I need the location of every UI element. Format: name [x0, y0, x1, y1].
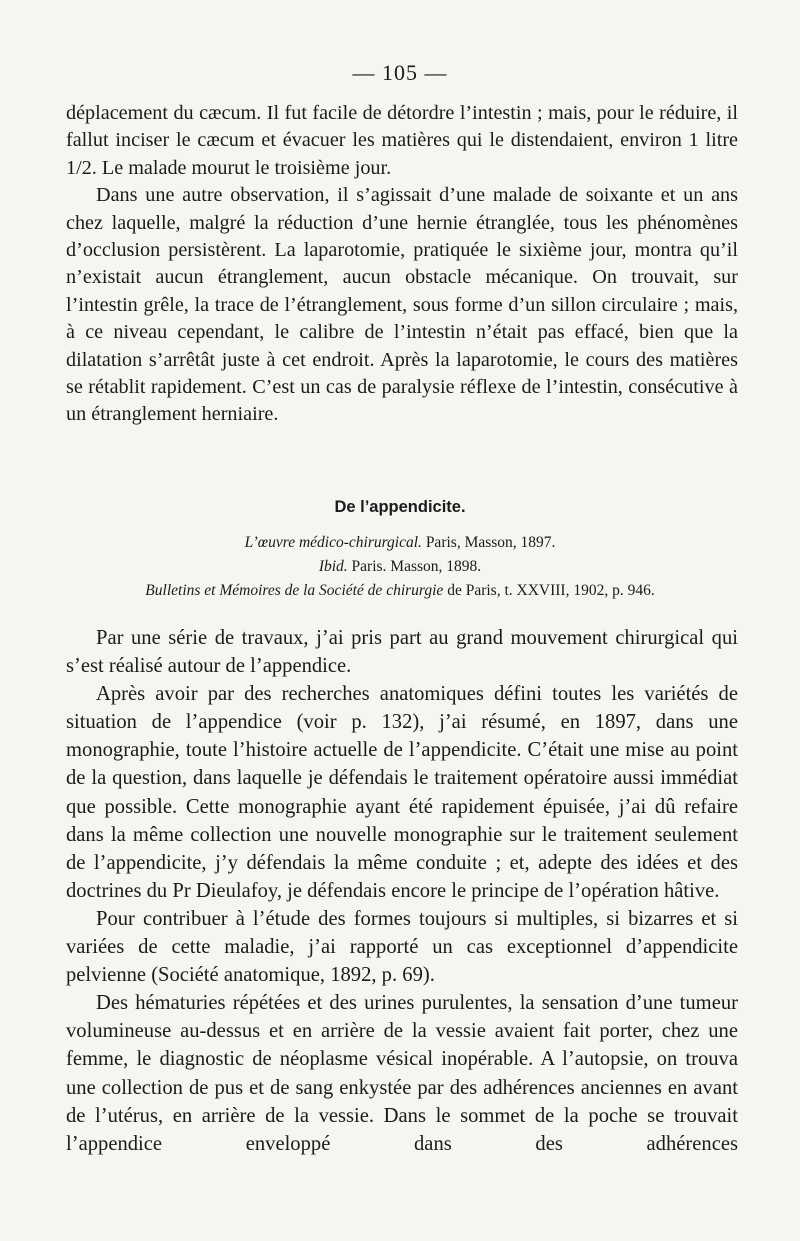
paragraph: Après avoir par des recherches anatomiques défini toutes les variétés de situation de l’appendice (voir p. 132), j’ai résumé, en 1897, dans une monographie, toute l’histoire actuelle de l’appendicite. C’était une mise au point de la question, dans laquelle je défendais le traitement opératoire aussi immédiat que possible. Cette monographie ayant été rapidement épuisée, j’ai dû refaire dans la même collection une nouvelle monographie sur le traitement seulement de l’appendicite, j’y défendais la même conduite ; et, adepte des idées et des doctrines du Pr Dieulafoy, je défendais encore le principe de l’opération hâtive.	[66, 683, 738, 902]
section-title: De l’appendicite.	[334, 498, 466, 516]
paragraph: Pour contribuer à l’étude des formes toujours si multiples, si bizarres et si variées de cette maladie, j’ai rapporté un cas exceptionnel d’appendicite pelvienne (Société anatomique, 1892, p. 69).	[66, 907, 738, 987]
paragraph: Dans une autre observation, il s’agissait d’une malade de soixante et un ans chez laquelle, malgré la réduction d’une hernie étranglée, tous les phénomènes d’occlusion persistèrent. La laparotomie, pratiquée le sixième jour, montra qu’il n’existait aucun étranglement, aucun obstacle mécanique. On trouvait, sur l’intestin grêle, la trace de l’étranglement, sous forme d’un sillon circulaire ; mais, à ce niveau cependant, le calibre de l’intestin n’était pas effacé, bien que la dilatation s’arrêtât juste à cet endroit. Après la laparotomie, le cours des matières se rétablit rapidement. C’est un cas de paralysie réflexe de l’intestin, consécutive à un étranglement herniaire.	[66, 184, 738, 426]
paragraph: Des hématuries répétées et des urines purulentes, la sensation d’une tumeur volumineuse au-dessus et en arrière de la vessie avaient fait porter, chez une femme, le diagnostic de néoplasme vésical inopérable. A l’autopsie, on trouva une collection de pus et de sang enkystée par des adhérences anciennes en avant de l’utérus, en arrière de la vessie. Dans le sommet de la poche se trouvait l’appendice enveloppé dans des adhérences	[66, 992, 738, 1155]
reference-italic: Bulletins et Mémoires de la Société de chirurgie	[145, 582, 444, 599]
page-number: — 105 —	[352, 60, 448, 85]
text-block-top	[66, 100, 738, 429]
reference-line	[0, 558, 800, 576]
reference-line	[0, 582, 800, 600]
reference-italic: L’œuvre médico-chirurgical.	[244, 534, 422, 551]
paragraph: déplacement du cæcum. Il fut facile de détordre l’intestin ; mais, pour le réduire, il fallut inciser le cæcum et évacuer les matières qui le distendaient, environ 1 litre 1/2. Le malade mourut le troisième jour.	[66, 102, 738, 179]
reference-line	[0, 534, 800, 552]
reference-rest: Paris, Masson, 1897.	[421, 534, 556, 551]
reference-rest: Paris. Masson, 1898.	[347, 558, 482, 575]
reference-italic: Ibid.	[318, 558, 348, 575]
text-block-bottom	[66, 624, 738, 1158]
reference-rest: de Paris, t. XXVIII, 1902, p. 946.	[443, 582, 655, 599]
paragraph: Par une série de travaux, j’ai pris part au grand mouvement chirurgical qui s’est réalisé autour de l’appendice.	[66, 627, 738, 678]
